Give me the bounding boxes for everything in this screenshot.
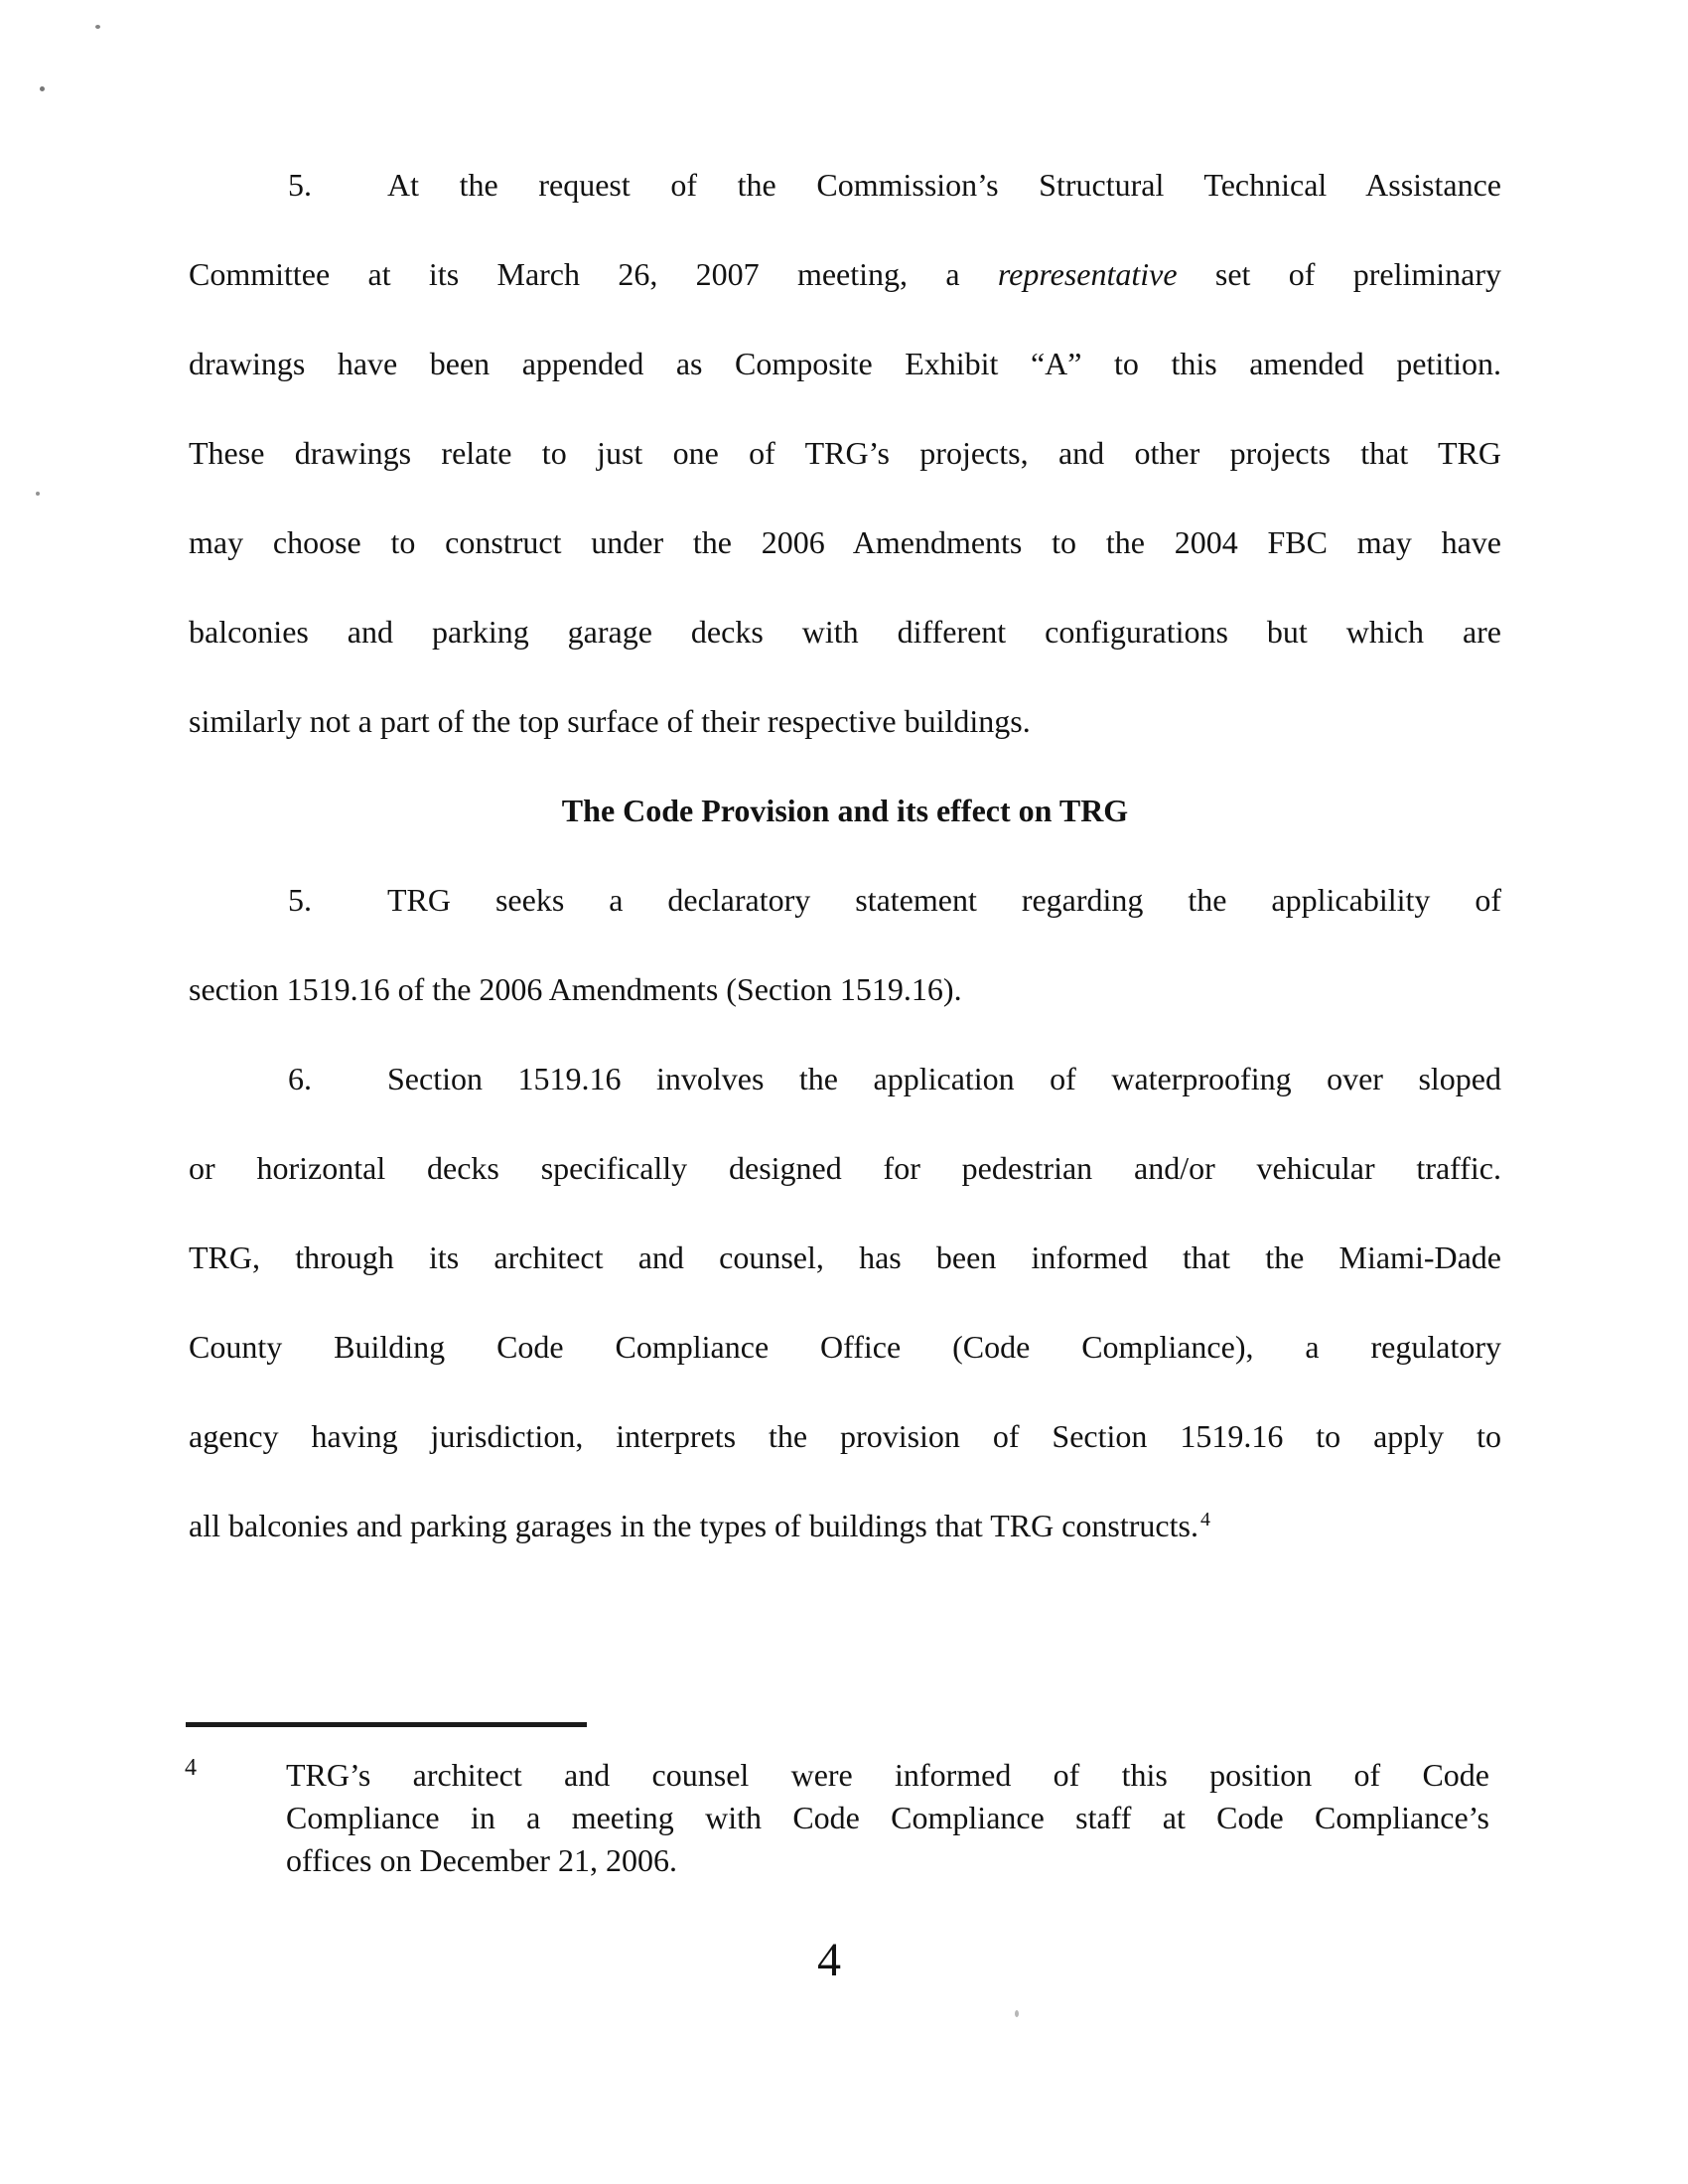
paragraph-2 bbox=[189, 855, 1501, 1034]
footnote-line: offices on December 21, 2006. bbox=[286, 1842, 677, 1878]
scan-speck bbox=[36, 492, 40, 496]
paragraph-3 bbox=[189, 1034, 1501, 1570]
text-line: drawings have been appended as Composite Exhibit “A” to this amended petition. bbox=[189, 346, 1501, 381]
italic-text: representative bbox=[997, 256, 1178, 292]
footnote bbox=[286, 1754, 1489, 1882]
paragraph-number: 5. bbox=[288, 882, 312, 918]
text-line bbox=[189, 1034, 1501, 1123]
text-line: agency having jurisdiction, interprets the provision of Section 1519.16 to apply to bbox=[189, 1418, 1501, 1454]
text-line: section 1519.16 of the 2006 Amendments (Section 1519.16). bbox=[189, 971, 962, 1007]
scan-speck bbox=[40, 86, 45, 91]
section-heading: The Code Provision and its effect on TRG bbox=[561, 793, 1129, 828]
text-line bbox=[189, 1481, 1501, 1570]
text-line: balconies and parking garage decks with different configurations but which are bbox=[189, 614, 1501, 650]
text-line bbox=[189, 229, 1501, 319]
footnote-separator bbox=[186, 1722, 587, 1727]
paragraph-1 bbox=[189, 140, 1501, 766]
document-body bbox=[189, 140, 1501, 1570]
paragraph-text: Section 1519.16 involves the application of waterproofing over sloped bbox=[387, 1061, 1501, 1096]
paragraph-number: 5. bbox=[288, 167, 312, 203]
text-line: These drawings relate to just one of TRG’s projects, and other projects that TRG bbox=[189, 435, 1501, 471]
scan-speck bbox=[95, 25, 100, 29]
text-line: may choose to construct under the 2006 Amendments to the 2004 FBC may have bbox=[189, 524, 1501, 560]
page-number: 4 bbox=[817, 1934, 841, 1986]
text-line: County Building Code Compliance Office (Code Compliance), a regulatory bbox=[189, 1329, 1501, 1365]
paragraph-number: 6. bbox=[288, 1061, 312, 1096]
paragraph-text: all balconies and parking garages in the types of buildings that TRG constructs. bbox=[189, 1508, 1198, 1543]
text-line: similarly not a part of the top surface of their respective buildings. bbox=[189, 703, 1031, 739]
footnote-line: Compliance in a meeting with Code Compliance staff at Code Compliance’s bbox=[286, 1800, 1489, 1835]
footnote-marker: 4 bbox=[185, 1755, 197, 1781]
paragraph-text: Committee at its March 26, 2007 meeting, a bbox=[189, 256, 998, 292]
footnote-reference: 4 bbox=[1199, 1509, 1210, 1531]
text-line bbox=[189, 855, 1501, 945]
paragraph-text: TRG seeks a declaratory statement regarding the applicability of bbox=[387, 882, 1501, 918]
paragraph-text: set of preliminary bbox=[1177, 256, 1502, 292]
text-line bbox=[189, 140, 1501, 229]
scan-speck bbox=[1015, 2010, 1019, 2017]
paragraph-text: At the request of the Commission’s Structural Technical Assistance bbox=[387, 167, 1501, 203]
text-line: TRG, through its architect and counsel, has been informed that the Miami-Dade bbox=[189, 1239, 1501, 1275]
text-line: or horizontal decks specifically designed for pedestrian and/or vehicular traffic. bbox=[189, 1150, 1501, 1186]
footnote-line: TRG’s architect and counsel were informed of this position of Code bbox=[286, 1757, 1489, 1793]
